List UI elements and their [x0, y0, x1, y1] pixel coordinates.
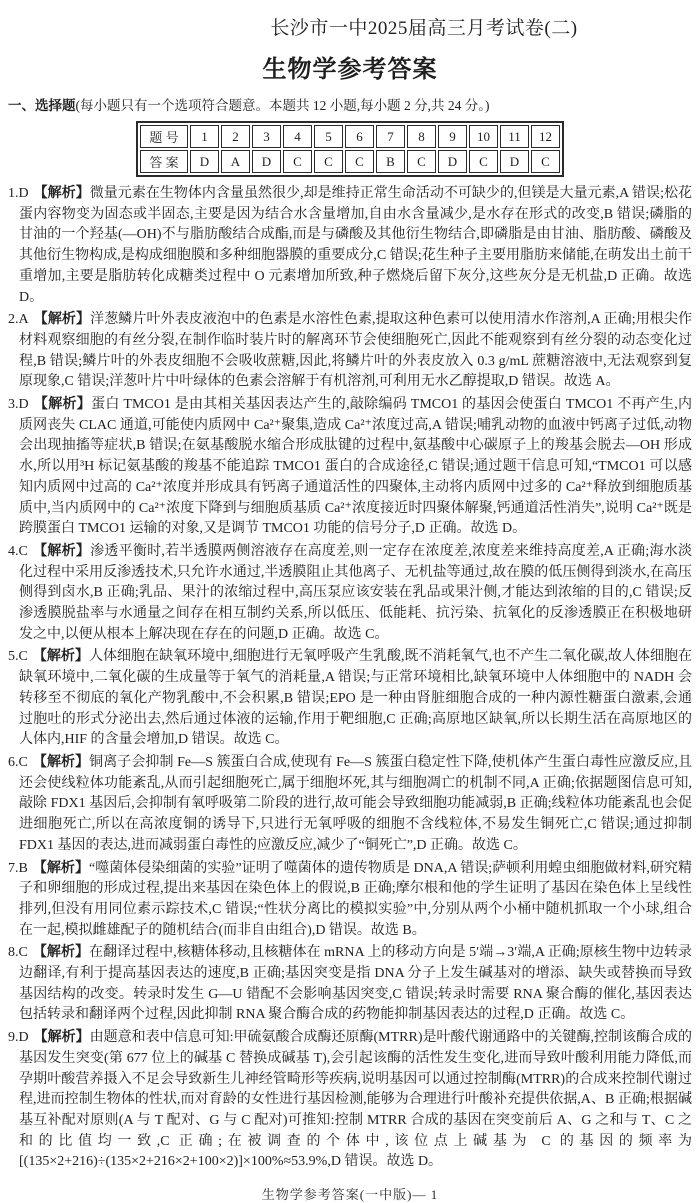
question-number-cell: 11 — [500, 125, 529, 148]
analysis-tag: 【解析】 — [32, 943, 90, 960]
item-text: 渗透平衡时,若半透膜两侧溶液存在高度差,则一定存在浓度差,浓度差来维持高度差,A 正确;海水淡化过程中采用反渗透技术,只允许水通过,半透膜阻止其他离子、无机盐等通过,故在膜的低压侧得到淡水,在高压侧得到卤水,B 正确;乳品、果汁的浓缩过程中,高压泵应该安装在乳品或果汁侧,才能达到浓缩的目的,C 错误;反渗透膜脱盐率与水通量之间存在相互制约关系,所以低压、低能耗、抗污染、抗氧化的反渗透膜正在积极地研发之中,以便从根本上解决现在存在的问题,D 正确。故选 C。 — [19, 543, 693, 642]
explanation-item-6 — [8, 751, 692, 857]
answer-letter-cell: C — [345, 150, 374, 173]
question-number-cell: 3 — [252, 125, 281, 148]
item-text: 由题意和表中信息可知:甲硫氨酸合成酶还原酶(MTRR)是叶酸代谢通路中的关键酶,控制该酶合成的基因发生突变(第 677 位上的碱基 C 替换成碱基 T),会引起该酶的活性发生变化,进而导致叶酸利用能力降低,而孕期叶酸营养摄入不足会导致新生儿神经管畸形等疾病,说明基因可以通过控制酶(MTRR)的合成来控制代谢过程,进而控制生物体的性状,而对育龄的女性进行基因检测,能够为合理进行叶酸补充提供依据,A、B 正确;根据碱基互补配对原则(A 与 T 配对、G 与 C 配对)可推知:控制 MTRR 合成的基因在突变前后 A、G 之和与 T、C 之和的比值均一致,C 正确;在被调查的个体中,该位点上碱基为 C 的基因的频率为[(135×2+216)÷(135×2+216×2+100×2)]×100%≈53.9%,D 错误。故选 D。 — [19, 1030, 693, 1170]
item-text: 在翻译过程中,核糖体移动,且核糖体在 mRNA 上的移动方向是 5′端→3′端,A 正确;原核生物中边转录边翻译,有利于提高基因表达的速度,B 正确;基因突变是指 DNA 分子上发生碱基对的增添、缺失或替换而导致基因结构的改变。转录时发生 G—U 错配不会影响基因突变,C 错误;转录时需要 RNA 聚合酶的催化,基因表达包括转录和翻译两个过程,因此抑制 RNA 聚合酶合成的药物能抑制基因表达的过程,D 正确。故选 C。 — [19, 945, 692, 1023]
item-text: 微量元素在生物体内含量虽然很少,却是维持正常生命活动不可缺少的,但镁是大量元素,A 错误;松花蛋内容物变为固态或半固态,主要是因为结合水含量增加,自由水含量减少,是水存在形式的改变,B 错误;磷脂的甘油的一个羟基(—OH)不与脂肪酸结合成酯,而是与磷酸及其他衍生物结合,即磷脂是由甘油、脂肪酸、磷酸及其他衍生物构成,是构成细胞膜和多种细胞器膜的重要成分,C 错误;花生种子主要用脂肪来储能,在萌发出土前干重增加,主要是脂肪转化成糖类过程中 O 元素增加所致,种子燃烧后留下灰分,这些灰分是无机盐,D 正确。故选 D。 — [19, 186, 692, 305]
analysis-tag: 【解析】 — [33, 310, 91, 327]
item-text: 洋葱鳞片叶外表皮液泡中的色素是水溶性色素,提取这种色素可以使用清水作溶剂,A 正确;用根尖作材料观察细胞的有丝分裂,在制作临时装片时的解离环节会使细胞死亡,因此不能观察到有丝分裂的动态变化过程,B 错误;鳞片叶的外表皮细胞不会吸收蔗糖,因此,将鳞片叶的外表皮放入 0.3 g/mL 蔗糖溶液中,无法观察到复原现象,C 错误;洋葱叶片中叶绿体的色素会溶解于有机溶剂,可利用无水乙醇提取,D 错误。故选 A。 — [19, 312, 692, 390]
item-number: 2.A — [8, 312, 29, 328]
section-note: (每小题只有一个选项符合题意。本题共 12 小题,每小题 2 分,共 24 分。) — [75, 98, 490, 113]
item-number: 9.D — [8, 1030, 29, 1046]
item-text: 蛋白 TMCO1 是由其相关基因表达产生的,敲除编码 TMCO1 的基因会使蛋白 TMCO1 不再产生,内质网丧失 CLAC 通道,可能使内质网中 Ca²⁺聚集,造成 Ca²⁺浓度过高,A 错误;哺乳动物的血液中钙离子过低,动物会出现抽搐等症状,B 错误;在氨基酸脱水缩合形成肽键的过程中,氨基酸中心碳原子上的羧基会脱去—OH 形成水,所以用³H 标记氨基酸的羧基不能追踪 TMCO1 蛋白的合成途径,C 错误;通过题干信息可知,“TMCO1 可以感知内质网中过高的 Ca²⁺浓度并形成具有钙离子通道活性的四聚体,主动将内质网中过多的 Ca²⁺释放到细胞质基质中,当内质网中的 Ca²⁺浓度下降到与细胞质基质 Ca²⁺浓度接近时四聚体解聚,钙通道活性消失”,说明 Ca²⁺既是跨膜蛋白 TMCO1 运输的对象,又是调节 TMCO1 功能的信号分子,D 正确。故选 D。 — [19, 397, 693, 537]
explanation-item-9 — [8, 1026, 692, 1173]
explanation-item-4 — [8, 540, 692, 646]
question-number-cell: 1 — [190, 125, 219, 148]
item-number: 4.C — [8, 543, 28, 559]
exam-title: 长沙市一中2025届高三月考试卷(二) — [270, 18, 578, 39]
answer-letter-cell: C — [314, 150, 343, 173]
explanation-item-5 — [8, 645, 692, 751]
analysis-tag: 【解析】 — [32, 541, 91, 558]
page-footer: 生物学参考答案(一中版)— 1 — [261, 1187, 439, 1203]
item-text: “噬菌体侵染细菌的实验”证明了噬菌体的遗传物质是 DNA,A 错误;萨顿利用蝗虫细胞做材料,研究精子和卵细胞的形成过程,提出来基因在染色体上的假说,B 正确;摩尔根和他的学生证明了基因在染色体上呈线性排列,但没有用同位素示踪技术,C 错误;“性状分离比的模拟实验”中,分别从两个小桶中随机抓取一个小球,组合在一起,模拟雌雄配子的随机结合(而非自由组合),D 错误。故选 B。 — [19, 860, 693, 938]
question-number-cell: 7 — [376, 125, 405, 148]
answer-letter-cell: D — [500, 150, 529, 173]
question-number-cell: 6 — [345, 125, 374, 148]
answer-row-label: 答 案 — [140, 150, 188, 173]
explanation-item-7 — [8, 857, 692, 942]
question-number-cell: 4 — [283, 125, 312, 148]
explanation-item-3 — [8, 393, 692, 540]
section-heading — [8, 97, 692, 115]
answer-letter-cell: C — [407, 150, 436, 173]
item-text: 人体细胞在缺氧环境中,细胞进行无氧呼吸产生乳酸,既不消耗氧气,也不产生二氧化碳,故人体细胞在缺氧环境中,二氧化碳的生成量等于氧气的消耗量,A 错误;与正常环境相比,缺氧环境中人体细胞中的 NADH 会转移至不彻底的氧化产物乳酸中,不会积累,B 错误;EPO 是一种由肾脏细胞合成的一种内源性糖蛋白激素,会通过胞吐的形式分泌出去,然后通过体液的运输,作用于靶细胞,C 正确;高原地区缺氧,所以长期生活在高原地区的人体内,HIF 的含量会增加,D 错误。故选 C。 — [19, 649, 693, 748]
question-number-cell: 9 — [438, 125, 467, 148]
answer-letter-cell: B — [376, 150, 405, 173]
subject-title: 生物学参考答案 — [262, 56, 438, 83]
question-number-cell: 8 — [407, 125, 436, 148]
item-number: 8.C — [8, 945, 28, 961]
answer-letter-cell: D — [190, 150, 219, 173]
question-number-row — [140, 125, 560, 148]
answer-letter-cell: C — [283, 150, 312, 173]
question-number-cell: 5 — [314, 125, 343, 148]
analysis-tag: 【解析】 — [33, 184, 90, 200]
section-label: 一、选择题 — [8, 98, 76, 113]
item-number: 7.B — [8, 860, 28, 876]
item-text: 铜离子会抑制 Fe—S 簇蛋白合成,使现有 Fe—S 簇蛋白稳定性下降,使机体产生蛋白毒性应激反应,且还会使线粒体功能紊乱,从而引起细胞死亡,属于细胞坏死,其与细胞凋亡的机制不同,A 正确;依据题图信息可知,敲除 FDX1 基因后,会抑制有氧呼吸第二阶段的进行,故可能会导致细胞功能减弱,B 正确;线粒体功能紊乱也会促进细胞死亡,所以在高浓度铜的诱导下,只进行无氧呼吸的细胞不含线粒体,不易发生铜死亡,C 错误;通过抑制 FDX1 基因的表达,进而减弱蛋白毒性的应激反应,减少了“铜死亡”,D 正确。故选 C。 — [19, 754, 692, 853]
answer-letter-row — [140, 150, 560, 173]
item-number: 5.C — [8, 649, 28, 665]
analysis-tag: 【解析】 — [32, 858, 89, 875]
explanation-list — [8, 182, 692, 1173]
answer-table — [136, 121, 564, 177]
explanation-item-2 — [8, 308, 692, 393]
answer-letter-cell: C — [531, 150, 560, 173]
answer-letter-cell: C — [469, 150, 498, 173]
analysis-tag: 【解析】 — [32, 647, 89, 664]
analysis-tag: 【解析】 — [32, 752, 90, 769]
item-number: 6.C — [8, 754, 28, 770]
analysis-tag: 【解析】 — [33, 395, 92, 412]
answer-letter-cell: D — [252, 150, 281, 173]
item-number: 1.D — [8, 186, 29, 201]
explanation-item-8 — [8, 941, 692, 1026]
answer-letter-cell: D — [438, 150, 467, 173]
analysis-tag: 【解析】 — [33, 1028, 90, 1045]
question-number-cell: 2 — [221, 125, 250, 148]
question-number-cell: 10 — [469, 125, 498, 148]
explanation-item-1 — [8, 182, 692, 308]
question-row-label: 题 号 — [140, 125, 188, 148]
answer-letter-cell: A — [221, 150, 250, 173]
item-number: 3.D — [8, 397, 29, 413]
question-number-cell: 12 — [531, 125, 560, 148]
